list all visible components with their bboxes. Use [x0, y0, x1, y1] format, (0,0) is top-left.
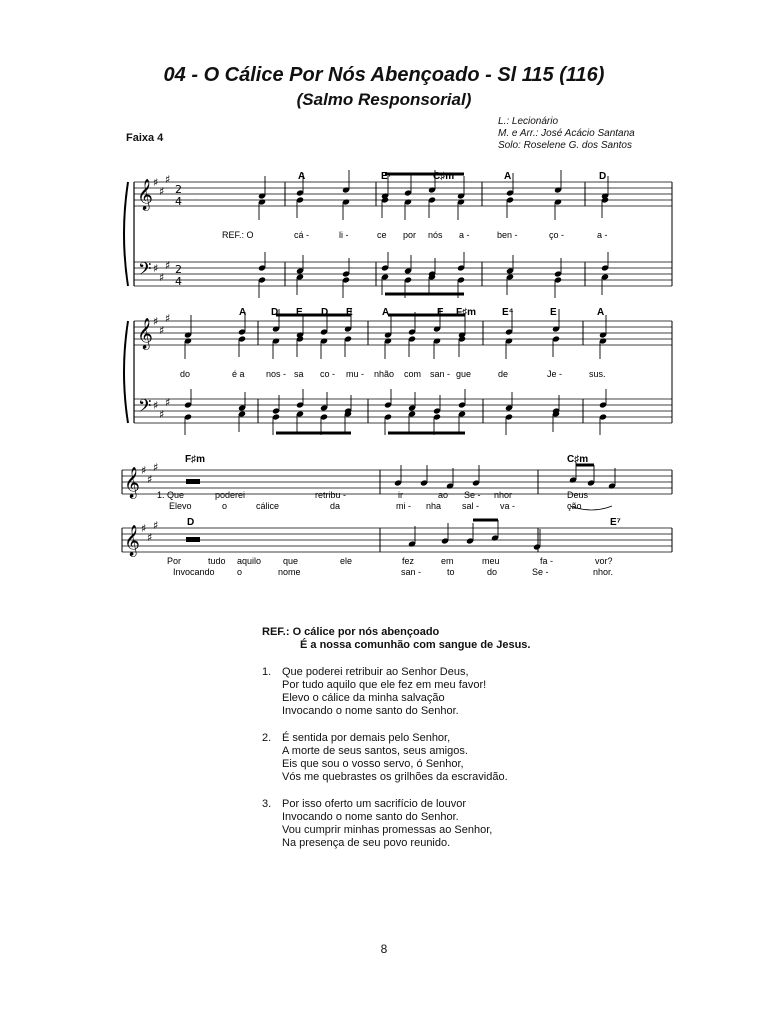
key-signature-sharp: ♯: [165, 259, 171, 272]
chord: E: [296, 307, 303, 318]
time-signature: 2: [175, 263, 182, 276]
chord: D: [599, 171, 607, 182]
chord: D: [321, 307, 329, 318]
lyric-syllable: Por: [167, 556, 182, 566]
lyric-syllable: Je -: [547, 369, 563, 379]
lyric-syllable: ao: [438, 490, 449, 500]
lyric-syllable: nha: [426, 501, 442, 511]
key-signature-sharp: ♯: [147, 473, 153, 486]
treble-clef: 𝄞: [137, 179, 153, 210]
song-subtitle: (Salmo Responsorial): [296, 90, 472, 109]
chord: E⁷: [610, 517, 621, 528]
lyric-syllable: a -: [459, 230, 470, 240]
lyric-syllable: a -: [597, 230, 608, 240]
credit-lyrics: L.: Lecionário: [498, 116, 559, 127]
chord: D: [187, 517, 195, 528]
lyric-syllable: nome: [278, 567, 301, 577]
key-signature-sharp: ♯: [159, 408, 165, 421]
lyric-syllable: fez: [402, 556, 415, 566]
lyric-syllable: ben -: [497, 230, 518, 240]
song-title: 04 - O Cálice Por Nós Abençoado - Sl 115 (116): [163, 64, 605, 86]
time-signature: 2: [175, 183, 182, 196]
chord: E: [550, 307, 557, 318]
brace: [124, 321, 128, 423]
lyric-syllable: nhor.: [593, 567, 614, 577]
verse-line: Que poderei retribuir ao Senhor Deus,: [282, 666, 469, 678]
lyric-syllable: por: [403, 230, 417, 240]
lyric-syllable: san -: [401, 567, 422, 577]
verse-lines: [282, 666, 486, 718]
refrain: [262, 626, 702, 652]
key-signature-sharp: ♯: [141, 464, 147, 477]
verse-line: Invocando o nome santo do Senhor.: [282, 811, 459, 823]
chord: A: [298, 171, 306, 182]
lyric-syllable: nhão: [374, 369, 395, 379]
verse-number: 3.: [262, 798, 272, 810]
credits: [498, 116, 635, 152]
lyric-syllable: que: [283, 556, 299, 566]
lyric-syllable: 1. Que: [157, 490, 185, 500]
key-signature-sharp: ♯: [153, 399, 159, 412]
lyric-syllable: Deus: [567, 490, 589, 500]
lyric-syllable: nos -: [266, 369, 287, 379]
lyric-syllable: retribu -: [315, 490, 347, 500]
lyric-syllable: é a: [232, 369, 245, 379]
lyric-syllable: cá -: [294, 230, 310, 240]
lyric-syllable: ção: [567, 501, 582, 511]
lyric-syllable: de: [498, 369, 509, 379]
verse-line: Vós me quebrastes os grilhões da escravidão.: [282, 771, 508, 783]
chord: E: [437, 307, 444, 318]
lyric-syllable: Invocando: [173, 567, 215, 577]
lyric-syllable: REF.: O: [222, 230, 254, 240]
lyric-syllable: nhor: [494, 490, 513, 500]
lyric-syllable: meu: [482, 556, 500, 566]
lyric-syllable: poderei: [215, 490, 246, 500]
chord: C♯m: [567, 454, 589, 465]
lyric-syllable: ir: [398, 490, 403, 500]
lyric-syllable: fa -: [540, 556, 554, 566]
credit-solo: Solo: Roselene G. dos Santos: [498, 140, 632, 151]
verse-line: A morte de seus santos, seus amigos.: [282, 745, 468, 757]
refrain-text-1: O cálice por nós abençoado: [292, 626, 440, 638]
time-signature: 4: [175, 275, 182, 288]
page-number: 8: [380, 942, 388, 956]
bass-clef: 𝄢: [138, 396, 152, 420]
lyric-syllable: cálice: [256, 501, 280, 511]
key-signature-sharp: ♯: [153, 262, 159, 275]
lyric-syllable: gue: [456, 369, 472, 379]
lyric-syllable: Se -: [532, 567, 549, 577]
bass-clef: 𝄢: [138, 259, 152, 283]
lyrics-text: [262, 626, 702, 850]
lyric-syllable: nós: [428, 230, 443, 240]
time-signature: 4: [175, 195, 182, 208]
staff-lines: [122, 182, 672, 552]
chord: F♯m: [456, 307, 476, 318]
lyric-syllable: co -: [320, 369, 336, 379]
lyric-syllable: com: [404, 369, 422, 379]
breve-note: [186, 479, 200, 484]
lyric-syllable: sus.: [589, 369, 606, 379]
key-signature-sharp: ♯: [153, 461, 159, 474]
chord: C♯m: [433, 171, 455, 182]
lyrics: [157, 230, 613, 577]
treble-clef: 𝄞: [124, 525, 140, 556]
lyric-syllable: o: [222, 501, 228, 511]
verse-line: Por isso oferto um sacrifício de louvor: [282, 798, 467, 810]
key-signature-sharp: ♯: [153, 315, 159, 328]
track-label: Faixa 4: [126, 132, 164, 144]
key-signature-sharp: ♯: [165, 312, 171, 325]
music-score: [0, 160, 768, 590]
key-signature-sharp: ♯: [165, 396, 171, 409]
verse-line: Na presença de seu povo reunido.: [282, 837, 451, 849]
lyric-syllable: tudo: [208, 556, 226, 566]
verse-number: 2.: [262, 732, 272, 744]
verse-line: Eis que sou o vosso servo, ó Senhor,: [282, 758, 464, 770]
lyric-syllable: ço -: [549, 230, 565, 240]
lyric-syllable: sal -: [462, 501, 480, 511]
chord-symbols: [185, 171, 621, 528]
lyric-syllable: em: [441, 556, 454, 566]
chord: A: [504, 171, 512, 182]
refrain-line-2: É a nossa comunhão com sangue de Jesus.: [300, 639, 531, 651]
lyric-syllable: Elevo: [169, 501, 192, 511]
treble-clef: 𝄞: [137, 318, 153, 349]
verse-1: [262, 666, 702, 718]
verse-number: 1.: [262, 666, 272, 678]
lyric-syllable: do: [180, 369, 191, 379]
chord: E: [346, 307, 353, 318]
key-signature-sharp: ♯: [159, 185, 165, 198]
treble-clef: 𝄞: [124, 467, 140, 498]
lyric-syllable: ce: [377, 230, 387, 240]
key-signature-sharp: ♯: [147, 531, 153, 544]
lyric-syllable: mi -: [396, 501, 411, 511]
chord: F♯m: [185, 454, 205, 465]
lyric-syllable: sa: [294, 369, 304, 379]
chord: A: [382, 307, 390, 318]
lyric-syllable: Se -: [464, 490, 481, 500]
key-signature-sharp: ♯: [159, 324, 165, 337]
verse-lines: [282, 732, 508, 784]
verse-line: É sentida por demais pelo Senhor,: [282, 732, 451, 744]
lyric-syllable: san -: [430, 369, 451, 379]
chord: A: [239, 307, 247, 318]
verse-2: [262, 732, 702, 784]
lyric-syllable: o: [237, 567, 243, 577]
verse-line: Por tudo aquilo que ele fez em meu favor!: [282, 679, 487, 691]
refrain-label: REF.:: [262, 626, 290, 638]
chord: D: [271, 307, 279, 318]
key-signature-sharp: ♯: [165, 173, 171, 186]
lyric-syllable: da: [330, 501, 341, 511]
notation: [124, 170, 616, 557]
lyric-syllable: do: [487, 567, 498, 577]
lyric-syllable: li -: [339, 230, 349, 240]
lyric-syllable: mu -: [346, 369, 364, 379]
refrain-line-1: [262, 626, 702, 639]
brace: [124, 182, 128, 286]
verse-line: Vou cumprir minhas promessas ao Senhor,: [282, 824, 493, 836]
key-signature-sharp: ♯: [159, 271, 165, 284]
lyric-syllable: to: [447, 567, 455, 577]
spacer: ð̄: [196, 199, 197, 200]
chord: E⁴: [502, 307, 514, 318]
chord: E⁷: [381, 171, 392, 182]
breve-note: [186, 537, 200, 542]
key-signature-sharp: ♯: [153, 519, 159, 532]
verse-line: Elevo o cálice da minha salvação: [282, 692, 445, 704]
verse-lines: [282, 798, 492, 850]
verse-line: Invocando o nome santo do Senhor.: [282, 705, 459, 717]
key-signature-sharp: ♯: [141, 522, 147, 535]
lyric-syllable: ele: [340, 556, 353, 566]
lyric-syllable: vor?: [595, 556, 613, 566]
credit-music: M. e Arr.: José Acácio Santana: [498, 128, 635, 139]
key-signature-sharp: ♯: [153, 176, 159, 189]
verse-3: [262, 798, 702, 850]
lyric-syllable: va -: [500, 501, 516, 511]
lyric-syllable: aquilo: [237, 556, 262, 566]
chord: A: [597, 307, 605, 318]
